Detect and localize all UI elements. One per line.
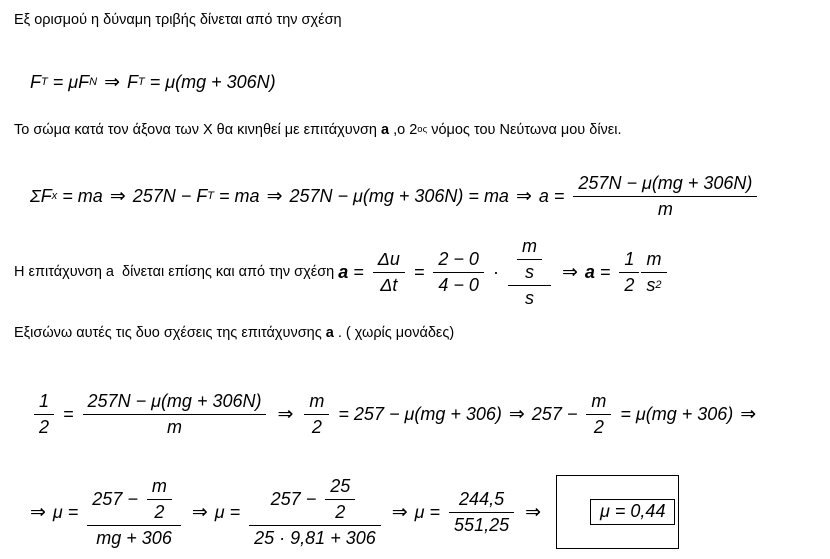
fraction-numerator: m (646, 248, 662, 269)
unit-base: s (646, 274, 656, 295)
variable-a: a (584, 261, 595, 282)
math-token: = (594, 261, 616, 282)
fraction-denominator: s (517, 259, 542, 283)
result-box (556, 475, 679, 548)
math-token: = (348, 261, 369, 282)
equation-equated-accelerations (30, 388, 763, 440)
math-token: = μ(mg + 306) (615, 403, 734, 424)
fraction-numerator: 1 (39, 390, 50, 411)
fraction-numerator: m (521, 235, 537, 256)
math-token: = (408, 261, 430, 282)
fraction-numerator: m (151, 475, 167, 496)
fraction-numerator (508, 236, 551, 285)
fraction-numerator: 257N − μ(mg + 306N) (578, 172, 753, 193)
paragraph-text: Το σώμα κατά τον άξονα των Χ θα κινηθεί με επιτάχυνση (14, 122, 381, 138)
fraction-denominator: 2 (586, 414, 611, 438)
implies-arrow: ⇒ (104, 71, 120, 93)
math-token: ΣF (30, 185, 52, 206)
fraction-numerator: 25 (330, 475, 351, 496)
implies-arrow: ⇒ (109, 185, 126, 207)
fraction-numerator (266, 476, 365, 525)
math-token: 257N − μ(mg + 306N) = ma (289, 185, 509, 206)
math-token: μ = (414, 501, 446, 522)
math-token: 257 − (531, 403, 583, 424)
fraction-numerator: m (591, 390, 607, 411)
fraction (325, 476, 355, 523)
math-token: F (126, 71, 138, 92)
math-token: 257N − F (132, 185, 208, 206)
implies-arrow: ⇒ (508, 403, 525, 425)
math-token: μ(mg + 306N) (165, 71, 276, 92)
fraction-numerator: 2 − 0 (438, 248, 479, 269)
math-token: μF (68, 71, 90, 92)
math-token: = (58, 403, 79, 424)
variable-a: a (325, 325, 334, 341)
fraction (586, 391, 611, 438)
fraction-denominator: 2 (325, 499, 355, 523)
fraction-denominator: m (573, 196, 757, 220)
implies-arrow: ⇒ (266, 185, 283, 207)
paragraph-friction-intro (14, 12, 342, 28)
fraction (449, 489, 514, 536)
math-token: F (30, 71, 41, 92)
fraction (304, 391, 329, 438)
math-token: a = (538, 185, 570, 206)
implies-arrow: ⇒ (277, 403, 294, 425)
equation-mu-solution (30, 468, 679, 556)
math-token: = (144, 71, 166, 92)
paragraph-text: . ( χωρίς μονάδες) (333, 325, 455, 341)
paragraph-newton-law: Το σώμα κατά τον άξονα των Χ θα κινηθεί με επιτάχυνση a ,ο 2 ος νόμος του Νεύτωνα μου δίνει. (14, 122, 622, 138)
math-token: = ma (57, 185, 103, 206)
fraction-numerator: Δu (377, 248, 400, 269)
fraction (34, 391, 54, 438)
math-token: = ma (214, 185, 260, 206)
nested-fraction (508, 236, 551, 309)
fraction-numerator: 257N − μ(mg + 306N) (87, 390, 262, 411)
implies-arrow: ⇒ (191, 501, 208, 523)
fraction (573, 173, 757, 220)
fraction-denominator: Δt (373, 272, 405, 296)
implies-arrow: ⇒ (30, 501, 46, 523)
math-token: = (47, 71, 69, 92)
paragraph-text: νόμος του Νεύτωνα μου δίνει. (427, 122, 622, 138)
multiplication-dot: · (492, 261, 499, 282)
fraction-denominator: 2 (147, 499, 172, 523)
implies-arrow: ⇒ (391, 501, 408, 523)
implies-arrow: ⇒ (525, 501, 542, 523)
fraction-numerator: 244,5 (459, 488, 505, 509)
fraction-denominator: 2 (619, 272, 639, 296)
math-token: = 257 − μ(mg + 306) (333, 403, 502, 424)
fraction (517, 236, 542, 283)
fraction (147, 476, 172, 523)
final-answer: μ = 0,44 (590, 499, 675, 525)
math-token: 257 − (270, 488, 322, 509)
implies-arrow: ⇒ (515, 185, 532, 207)
paragraph-text: ,ο 2 (389, 122, 418, 138)
nested-fraction (249, 476, 381, 549)
paragraph-text: Η επιτάχυνση a δίνεται επίσης και από την σχέση (14, 264, 339, 280)
fraction-denominator: 2 (34, 414, 54, 438)
implies-arrow: ⇒ (740, 403, 757, 425)
paragraph-text: Εξισώνω αυτές τις δυο σχέσεις της επιτάχυνσης (14, 325, 326, 341)
fraction-denominator: 2 (304, 414, 329, 438)
fraction (619, 249, 639, 296)
fraction-numerator: 1 (624, 248, 635, 269)
fraction-denominator: s 2 (641, 272, 666, 296)
fraction (433, 249, 484, 296)
paragraph-text: Εξ ορισμού η δύναμη τριβής δίνεται από την σχέση (14, 12, 342, 28)
fraction (373, 249, 405, 296)
fraction-denominator: mg + 306 (87, 525, 181, 549)
fraction (83, 391, 267, 438)
fraction-numerator: m (309, 390, 325, 411)
math-token: μ = (52, 501, 84, 522)
fraction-denominator: s (508, 285, 551, 309)
fraction-denominator: 551,25 (449, 512, 514, 536)
variable-a: a (338, 261, 349, 282)
nested-fraction (87, 476, 181, 549)
equation-newton-second-law: ΣF x = ma ⇒ 257N − F T = ma ⇒ 257N − μ(mg + 306N) = ma ⇒ a = $\frac{257N - \mu(mg + 306N)}{m}$ (30, 170, 761, 222)
paragraph-equate-relations (14, 325, 454, 341)
math-token: 257 − (92, 488, 143, 509)
fraction-denominator: m (83, 414, 267, 438)
equation-friction-definition: F T = μF N ⇒ F T = μ(mg + 306N) (30, 71, 276, 93)
math-token: μ = (214, 501, 246, 522)
fraction-denominator: 25 · 9,81 + 306 (249, 525, 381, 549)
variable-a: a (381, 122, 390, 138)
fraction-numerator (87, 476, 181, 525)
fraction (641, 249, 666, 296)
implies-arrow: ⇒ (561, 261, 578, 283)
fraction-denominator: 4 − 0 (433, 272, 484, 296)
paragraph-acceleration-kinematics (14, 230, 671, 314)
